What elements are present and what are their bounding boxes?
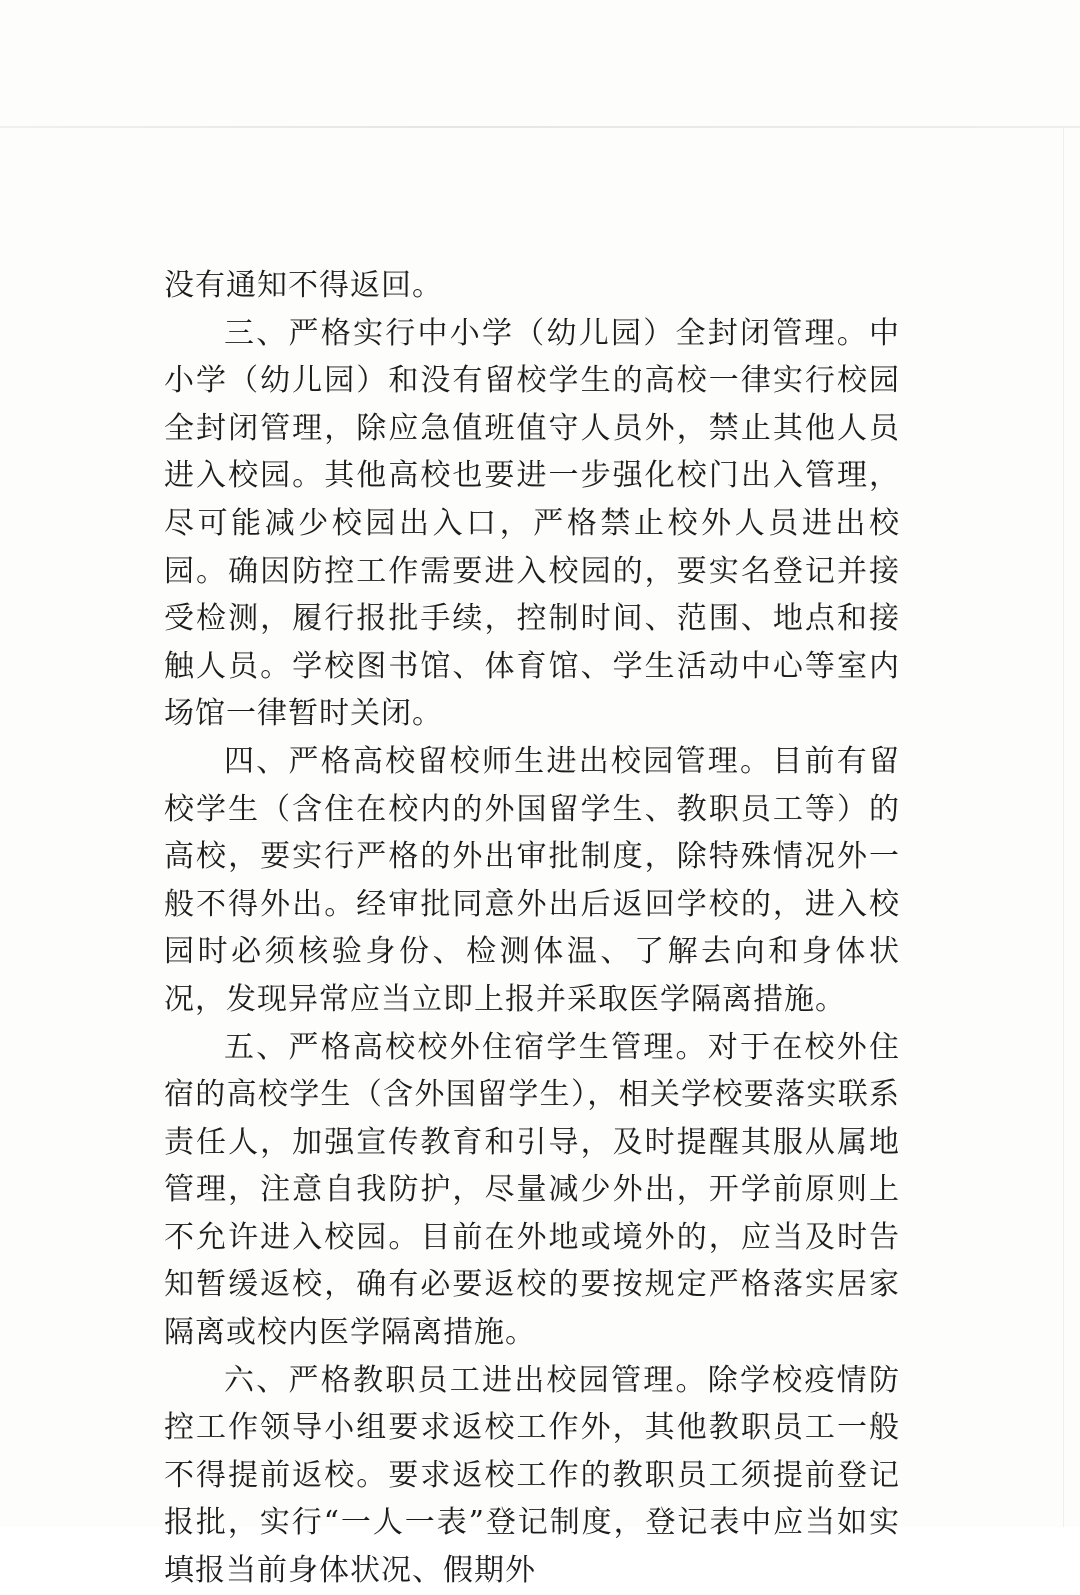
paragraph-continuation: 没有通知不得返回。 [164,268,443,303]
paragraph-section-four: 四、严格高校留校师生进出校园管理。目前有留校学生（含住在校内的外国留学生、教职员工等）的高校，要实行严格的外出审批制度，除特殊情况外一般不得外出。经审批同意外出后返回学校的，进入校园时必须核验身份、检测体温、了解去向和身体状况，发现异常应当立即上报并采取医学隔离措施。 [164,743,900,1017]
scan-edge-right [1063,126,1064,1527]
paragraph-section-six: 六、严格教职员工进出校园管理。除学校疫情防控工作领导小组要求返校工作外，其他教职员工一般不得提前返校。要求返校工作的教职员工须提前登记报批，实行“一人一表”登记制度，登记表中应当如实填报当前身体状况、假期外 [164,1362,900,1589]
paragraph-section-five: 五、严格高校校外住宿学生管理。对于在校外住宿的高校学生（含外国留学生），相关学校要落实联系责任人，加强宣传教育和引导，及时提醒其服从属地管理，注意自我防护，尽量减少外出，开学前原则上不允许进入校园。目前在外地或境外的，应当及时告知暂缓返校，确有必要返校的要按规定严格落实居家隔离或校内医学隔离措施。 [164,1029,900,1351]
scan-edge-top [0,126,1080,128]
paragraph-section-three: 三、严格实行中小学（幼儿园）全封闭管理。中小学（幼儿园）和没有留校学生的高校一律实行校园全封闭管理，除应急值班值守人员外，禁止其他人员进入校园。其他高校也要进一步强化校门出入管理，尽可能减少校园出入口，严格禁止校外人员进出校园。确因防控工作需要进入校园的，要实名登记并接受检测，履行报批手续，控制时间、范围、地点和接触人员。学校图书馆、体育馆、学生活动中心等室内场馆一律暂时关闭。 [164,315,900,732]
document-body [164,262,900,1595]
